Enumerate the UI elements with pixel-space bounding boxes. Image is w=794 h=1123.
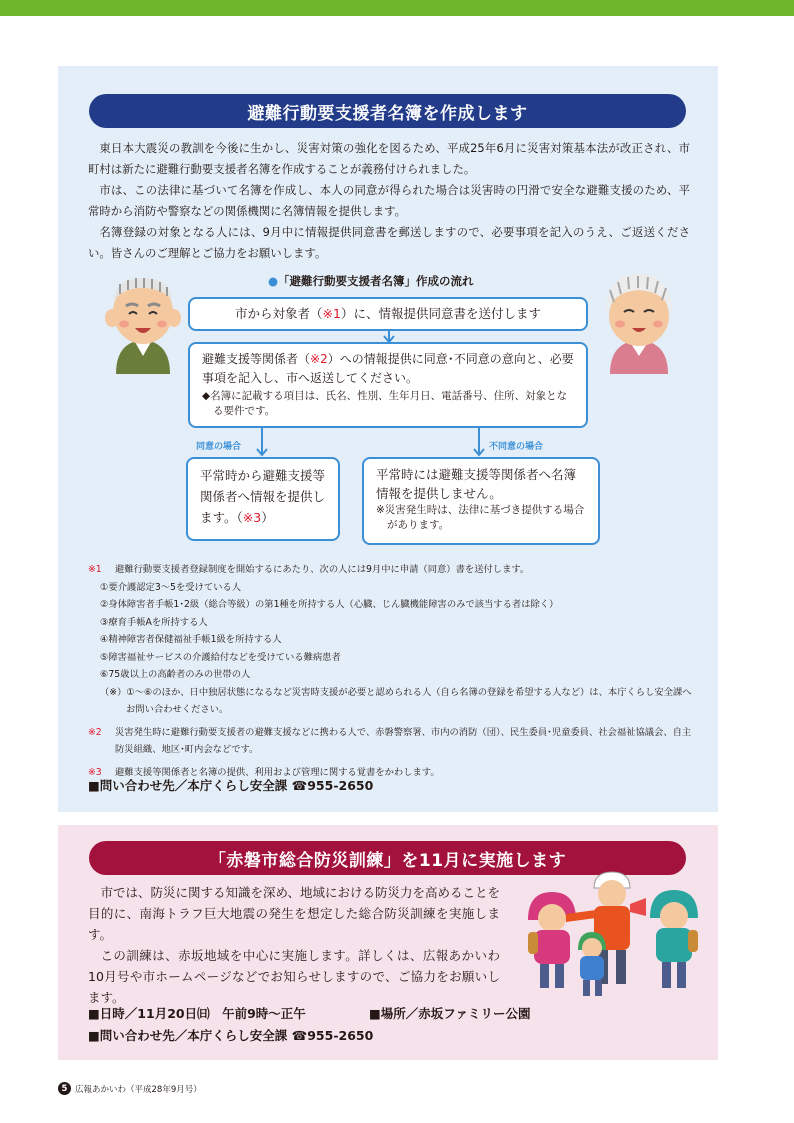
agree-text-pre: 平常時から避難支援等関係者へ情報を提供します。（: [200, 468, 326, 525]
step1-text-pre: 市から対象者（: [235, 306, 323, 321]
footnote-1-items: [88, 579, 696, 684]
top-color-bar: [0, 0, 794, 16]
footnote-text: 災害発生時に避難行動要支援者の避難支援などに携わる人で、赤磐警察署、市内の消防（団）、民生委員･児童委員、社会福祉協議会、自主防災組織、地区･町内会などです。: [115, 726, 692, 755]
section1-intro: [88, 138, 690, 264]
list-item: ①要介護認定3～5を受けている人: [100, 581, 242, 593]
footnote-key: ※3: [88, 766, 102, 778]
footnote-key: ※2: [88, 726, 102, 738]
footnote-text: 避難行動要支援者登録制度を開始するにあたり、次の人には9月中に申請（同意）書を送付します。: [115, 564, 530, 575]
section1-title: 避難行動要支援者名簿を作成します: [89, 94, 686, 128]
agree-text-post: ）: [261, 510, 274, 525]
list-item: ②身体障害者手帳1･2級（総合等級）の第1種を所持する人（心臓、じん臓機能障害のみで該当する者は除く）: [100, 599, 559, 610]
footnotes: [88, 561, 696, 781]
elderly-woman-illustration: [598, 268, 680, 374]
page-footer: [58, 1082, 202, 1095]
section1-paragraph: 市は、この法律に基づいて名簿を作成し、本人の同意が得られた場合は災害時の円滑で安全な避難支援のため、平常時から消防や警察などの関係機関に名簿情報を提供します。: [88, 183, 690, 218]
section1-paragraph: 名簿登録の対象となる人には、9月中に情報提供同意書を郵送しますので、必要事項を記入のうえ、ご返送ください。皆さんのご理解とご協力をお願いします。: [88, 225, 690, 260]
step1-text-post: ）に、情報提供同意書を送付します: [340, 306, 541, 321]
footnote-text: 避難支援等関係者と名簿の提供、利用および管理に関する覚書をかわします。: [115, 766, 440, 778]
page-number: 5: [58, 1082, 71, 1095]
flow-result-disagree: [362, 457, 600, 545]
flow-title: [268, 273, 474, 289]
section1-paragraph: 東日本大震災の教訓を今後に生かし、災害対策の強化を図るため、平成25年6月に災害対策基本法が改正され、市町村は新たに避難行動要支援者名簿を作成することが義務付けられました。: [88, 141, 690, 176]
label-disagree: 不同意の場合: [489, 442, 544, 452]
footnote-1: [88, 561, 696, 579]
footnote-1-extra: （※）①～⑥のほか、日中独居状態になるなど災害時支援が必要と認められる人（自ら名簿の登録を希望する人など）は、本庁くらし安全課へお問い合わせください。: [100, 686, 692, 715]
list-item: ④精神障害者保健福祉手帳1級を所持する人: [100, 634, 282, 645]
note-mark-2: ※2: [310, 352, 328, 366]
section2-paragraph: この訓練は、赤坂地域を中心に実施します。詳しくは、広報あかいわ10月号や市ホームページなどでお知らせしますので、ご協力をお願いします。: [88, 948, 500, 1005]
label-agree: 同意の場合: [196, 442, 242, 452]
note-mark-3: ※3: [242, 510, 262, 525]
list-item: ⑥75歳以上の高齢者のみの世帯の人: [100, 669, 251, 680]
list-item: ③療育手帳Aを所持する人: [100, 616, 208, 628]
step2-text-post: ）への情報提供に同意･不同意の意向と、必要事項を記入し、市へ返送してください。: [202, 352, 574, 385]
footer-text: 広報あかいわ（平成28年9月号）: [75, 1084, 202, 1095]
footnote-2: [88, 724, 696, 759]
event-place: ■場所／赤坂ファミリー公園: [369, 1006, 531, 1021]
branch-arrows-icon: [200, 428, 580, 458]
flow-title-text: 「避難行動要支援者名簿」作成の流れ: [278, 274, 474, 288]
section2-contact: ■問い合わせ先／本庁くらし安全課 ☎955-2650: [88, 1028, 374, 1043]
disagree-text: 平常時には避難支援等関係者へ名簿情報を提供しません。: [376, 467, 577, 501]
event-date: ■日時／11月20日㈰ 午前9時～正午: [88, 1006, 306, 1021]
note-mark-1: ※1: [322, 306, 341, 321]
disagree-note: ※災害発生時は、法律に基づき提供する場合があります。: [376, 504, 585, 531]
section2-intro: [88, 882, 500, 1008]
section2-title: 「赤磐市総合防災訓練」を11月に実施します: [89, 841, 686, 875]
elderly-man-illustration: [102, 270, 184, 374]
bullet-icon: ●: [268, 274, 279, 288]
step2-text-pre: 避難支援等関係者（: [202, 352, 311, 366]
list-item: ⑤障害福祉サービスの介護給付などを受けている難病患者: [100, 651, 341, 663]
flow-step-2: [188, 342, 588, 428]
evacuation-drill-illustration: [518, 868, 702, 1000]
section1-contact: ■問い合わせ先／本庁くらし安全課 ☎955-2650: [88, 778, 374, 793]
section2-paragraph: 市では、防災に関する知識を深め、地域における防災力を高めることを目的に、南海トラフ巨大地震の発生を想定した総合防災訓練を実施します。: [88, 885, 501, 942]
flow-step-1: [188, 297, 588, 331]
footnote-key: ※1: [88, 564, 102, 575]
flow-result-agree: [186, 457, 340, 541]
step2-note: ◆名簿に記載する項目は、氏名、性別、生年月日、電話番号、住所、対象となる要件です。: [202, 390, 568, 417]
